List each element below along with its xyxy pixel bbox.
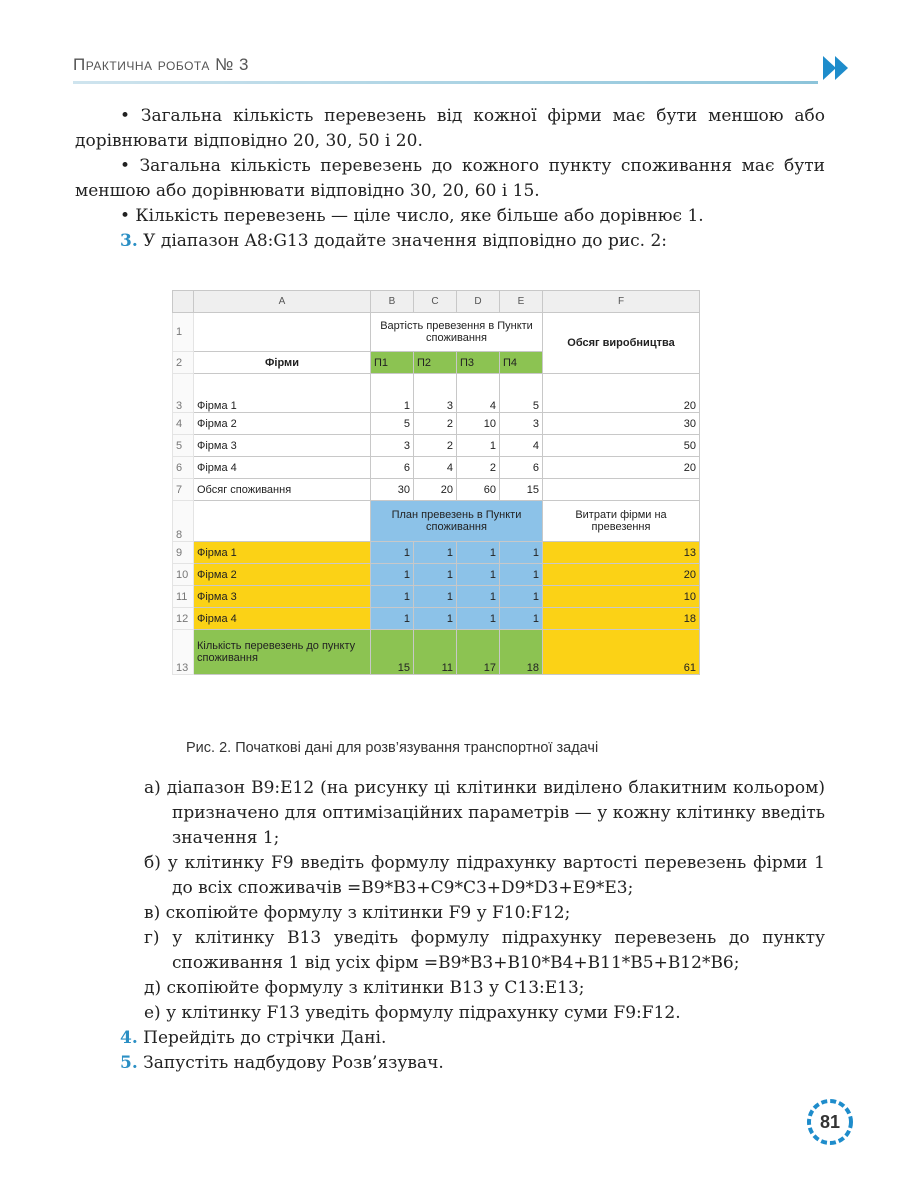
step-4 xyxy=(75,1026,825,1051)
firm-cost-cell: 20 xyxy=(543,564,700,586)
row-number: 6 xyxy=(173,457,194,479)
double-arrow-icon xyxy=(821,53,853,83)
row-number: 1 xyxy=(173,313,194,352)
row-number: 7 xyxy=(173,479,194,501)
step-number: 5. xyxy=(120,1053,138,1073)
row-number: 2 xyxy=(173,352,194,374)
step-text: Запустіть надбудову Розв’язувач. xyxy=(143,1053,444,1073)
firm-cell: Фірма 3 xyxy=(194,435,371,457)
sheet-row xyxy=(173,479,700,501)
total-cell: 17 xyxy=(457,630,500,675)
cost-header-cell: Вартість превезення в Пункти споживання xyxy=(371,313,543,352)
row-number: 12 xyxy=(173,608,194,630)
firms-header-cell: Фірми xyxy=(194,352,371,374)
production-cell: 20 xyxy=(543,457,700,479)
firm-cell: Фірма 2 xyxy=(194,564,371,586)
sheet-row xyxy=(173,542,700,564)
firm-costs-header-cell: Витрати фірми на превезення xyxy=(543,501,700,542)
step-text: Перейдіть до стрічки Дані. xyxy=(143,1028,387,1048)
plan-cell: 1 xyxy=(414,586,457,608)
plan-cell: 1 xyxy=(371,542,414,564)
cost-cell: 2 xyxy=(414,413,457,435)
row-number: 5 xyxy=(173,435,194,457)
cost-cell: 3 xyxy=(500,413,543,435)
consumption-cell: 60 xyxy=(457,479,500,501)
column-header: A xyxy=(194,291,371,313)
list-item: д) скопіюйте формулу з клітинки B13 у C13:E13; xyxy=(144,978,585,998)
total-cell: 15 xyxy=(371,630,414,675)
corner-cell xyxy=(173,291,194,313)
firm-cell: Фірма 4 xyxy=(194,457,371,479)
cost-cell: 3 xyxy=(414,374,457,413)
consumption-cell: 15 xyxy=(500,479,543,501)
cost-cell: 5 xyxy=(500,374,543,413)
cost-cell: 5 xyxy=(371,413,414,435)
row-number: 3 xyxy=(173,374,194,413)
row-number: 11 xyxy=(173,586,194,608)
header-divider xyxy=(73,81,818,84)
firm-cost-cell: 13 xyxy=(543,542,700,564)
firm-cell: Фірма 1 xyxy=(194,374,371,413)
step-3 xyxy=(75,229,825,254)
sheet-row xyxy=(173,630,700,675)
p-header-cell: П1 xyxy=(371,352,414,374)
production-cell: 50 xyxy=(543,435,700,457)
plan-header-cell: План превезень в Пункти споживання xyxy=(371,501,543,542)
cell xyxy=(194,313,371,352)
plan-cell: 1 xyxy=(457,608,500,630)
list-item: в) скопіюйте формулу з клітинки F9 у F10:F12; xyxy=(144,903,571,923)
total-cell: 11 xyxy=(414,630,457,675)
column-header: D xyxy=(457,291,500,313)
sheet-row xyxy=(173,586,700,608)
column-header: F xyxy=(543,291,700,313)
firm-cost-cell: 18 xyxy=(543,608,700,630)
cost-cell: 3 xyxy=(371,435,414,457)
total-cell: 18 xyxy=(500,630,543,675)
figure-caption: Рис. 2. Початкові дані для розв’язування транспортної задачі xyxy=(186,740,599,756)
sheet-row xyxy=(173,457,700,479)
sheet-row xyxy=(173,413,700,435)
totals-label-cell: Кількість перевезень до пункту споживання xyxy=(194,630,371,675)
plan-cell: 1 xyxy=(500,564,543,586)
cost-cell: 6 xyxy=(500,457,543,479)
consumption-cell: 30 xyxy=(371,479,414,501)
row-number: 4 xyxy=(173,413,194,435)
cost-cell: 10 xyxy=(457,413,500,435)
plan-cell: 1 xyxy=(457,586,500,608)
list-item: г) у клітинку B13 уведіть формулу підрахунку перевезень до пункту споживання 1 від усіх фірм =B9*B3+B10*B4+B11*B5+B12*B6; xyxy=(144,928,825,973)
spreadsheet-table xyxy=(172,290,700,675)
firm-cell: Фірма 2 xyxy=(194,413,371,435)
row-number: 9 xyxy=(173,542,194,564)
list-item: б) у клітинку F9 введіть формулу підрахунку вартості перевезень фірми 1 до всіх споживачів =B9*B3+C9*C3+D9*D3+E9*E3; xyxy=(144,853,825,898)
plan-cell: 1 xyxy=(371,608,414,630)
production-cell: 30 xyxy=(543,413,700,435)
production-cell: 20 xyxy=(543,374,700,413)
p-header-cell: П4 xyxy=(500,352,543,374)
column-header: E xyxy=(500,291,543,313)
plan-cell: 1 xyxy=(414,564,457,586)
subitems-list xyxy=(75,776,825,1076)
list-item: е) у клітинку F13 уведіть формулу підрахунку суми F9:F12. xyxy=(144,1003,681,1023)
header-title: Практична робота № 3 xyxy=(73,55,249,74)
cell xyxy=(543,479,700,501)
consumption-cell: 20 xyxy=(414,479,457,501)
firm-cell: Фірма 3 xyxy=(194,586,371,608)
firm-cell: Фірма 1 xyxy=(194,542,371,564)
plan-cell: 1 xyxy=(457,564,500,586)
cost-cell: 4 xyxy=(414,457,457,479)
p-header-cell: П2 xyxy=(414,352,457,374)
row-number: 10 xyxy=(173,564,194,586)
bullet-paragraph: • Загальна кількість перевезень до кожного пункту споживання має бути меншою або дорівнювати відповідно 30, 20, 60 і 15. xyxy=(75,156,825,201)
step-number: 3. xyxy=(120,231,138,251)
firm-cost-cell: 10 xyxy=(543,586,700,608)
step-text: У діапазон A8:G13 додайте значення відповідно до рис. 2: xyxy=(143,231,668,251)
intro-text xyxy=(75,104,825,254)
plan-cell: 1 xyxy=(457,542,500,564)
cost-cell: 2 xyxy=(457,457,500,479)
page-number-badge xyxy=(806,1098,854,1146)
cost-cell: 4 xyxy=(457,374,500,413)
sheet-row xyxy=(173,435,700,457)
bullet-paragraph: • Кількість перевезень — ціле число, яке більше або дорівнює 1. xyxy=(120,206,704,226)
cost-cell: 6 xyxy=(371,457,414,479)
sheet-row xyxy=(173,608,700,630)
p-header-cell: П3 xyxy=(457,352,500,374)
plan-cell: 1 xyxy=(500,542,543,564)
sheet-row xyxy=(173,374,700,413)
cost-cell: 1 xyxy=(371,374,414,413)
consumption-label-cell: Обсяг споживання xyxy=(194,479,371,501)
column-header: C xyxy=(414,291,457,313)
firm-cell: Фірма 4 xyxy=(194,608,371,630)
cell xyxy=(194,501,371,542)
page-number: 81 xyxy=(819,1112,841,1132)
plan-cell: 1 xyxy=(500,608,543,630)
plan-cell: 1 xyxy=(371,586,414,608)
column-header: B xyxy=(371,291,414,313)
production-header-cell: Обсяг виробництва xyxy=(543,313,700,374)
grand-total-cell: 61 xyxy=(543,630,700,675)
column-header-row xyxy=(173,291,700,313)
plan-cell: 1 xyxy=(371,564,414,586)
page-header xyxy=(73,55,833,85)
row-number: 8 xyxy=(173,501,194,542)
spreadsheet-figure xyxy=(172,290,720,720)
cost-cell: 4 xyxy=(500,435,543,457)
step-number: 4. xyxy=(120,1028,138,1048)
bullet-paragraph: • Загальна кількість перевезень від кожної фірми має бути меншою або дорівнювати відповідно 20, 30, 50 і 20. xyxy=(75,106,825,151)
plan-cell: 1 xyxy=(414,608,457,630)
row-number: 13 xyxy=(173,630,194,675)
plan-cell: 1 xyxy=(500,586,543,608)
step-5 xyxy=(75,1051,825,1076)
cost-cell: 2 xyxy=(414,435,457,457)
plan-cell: 1 xyxy=(414,542,457,564)
list-item: а) діапазон B9:E12 (на рисунку ці клітинки виділено блакитним кольором) призначено для оптимізаційних параметрів — у кожну клітинку введіть значення 1; xyxy=(144,778,825,848)
sheet-row xyxy=(173,313,700,352)
sheet-row xyxy=(173,501,700,542)
cost-cell: 1 xyxy=(457,435,500,457)
sheet-row xyxy=(173,564,700,586)
